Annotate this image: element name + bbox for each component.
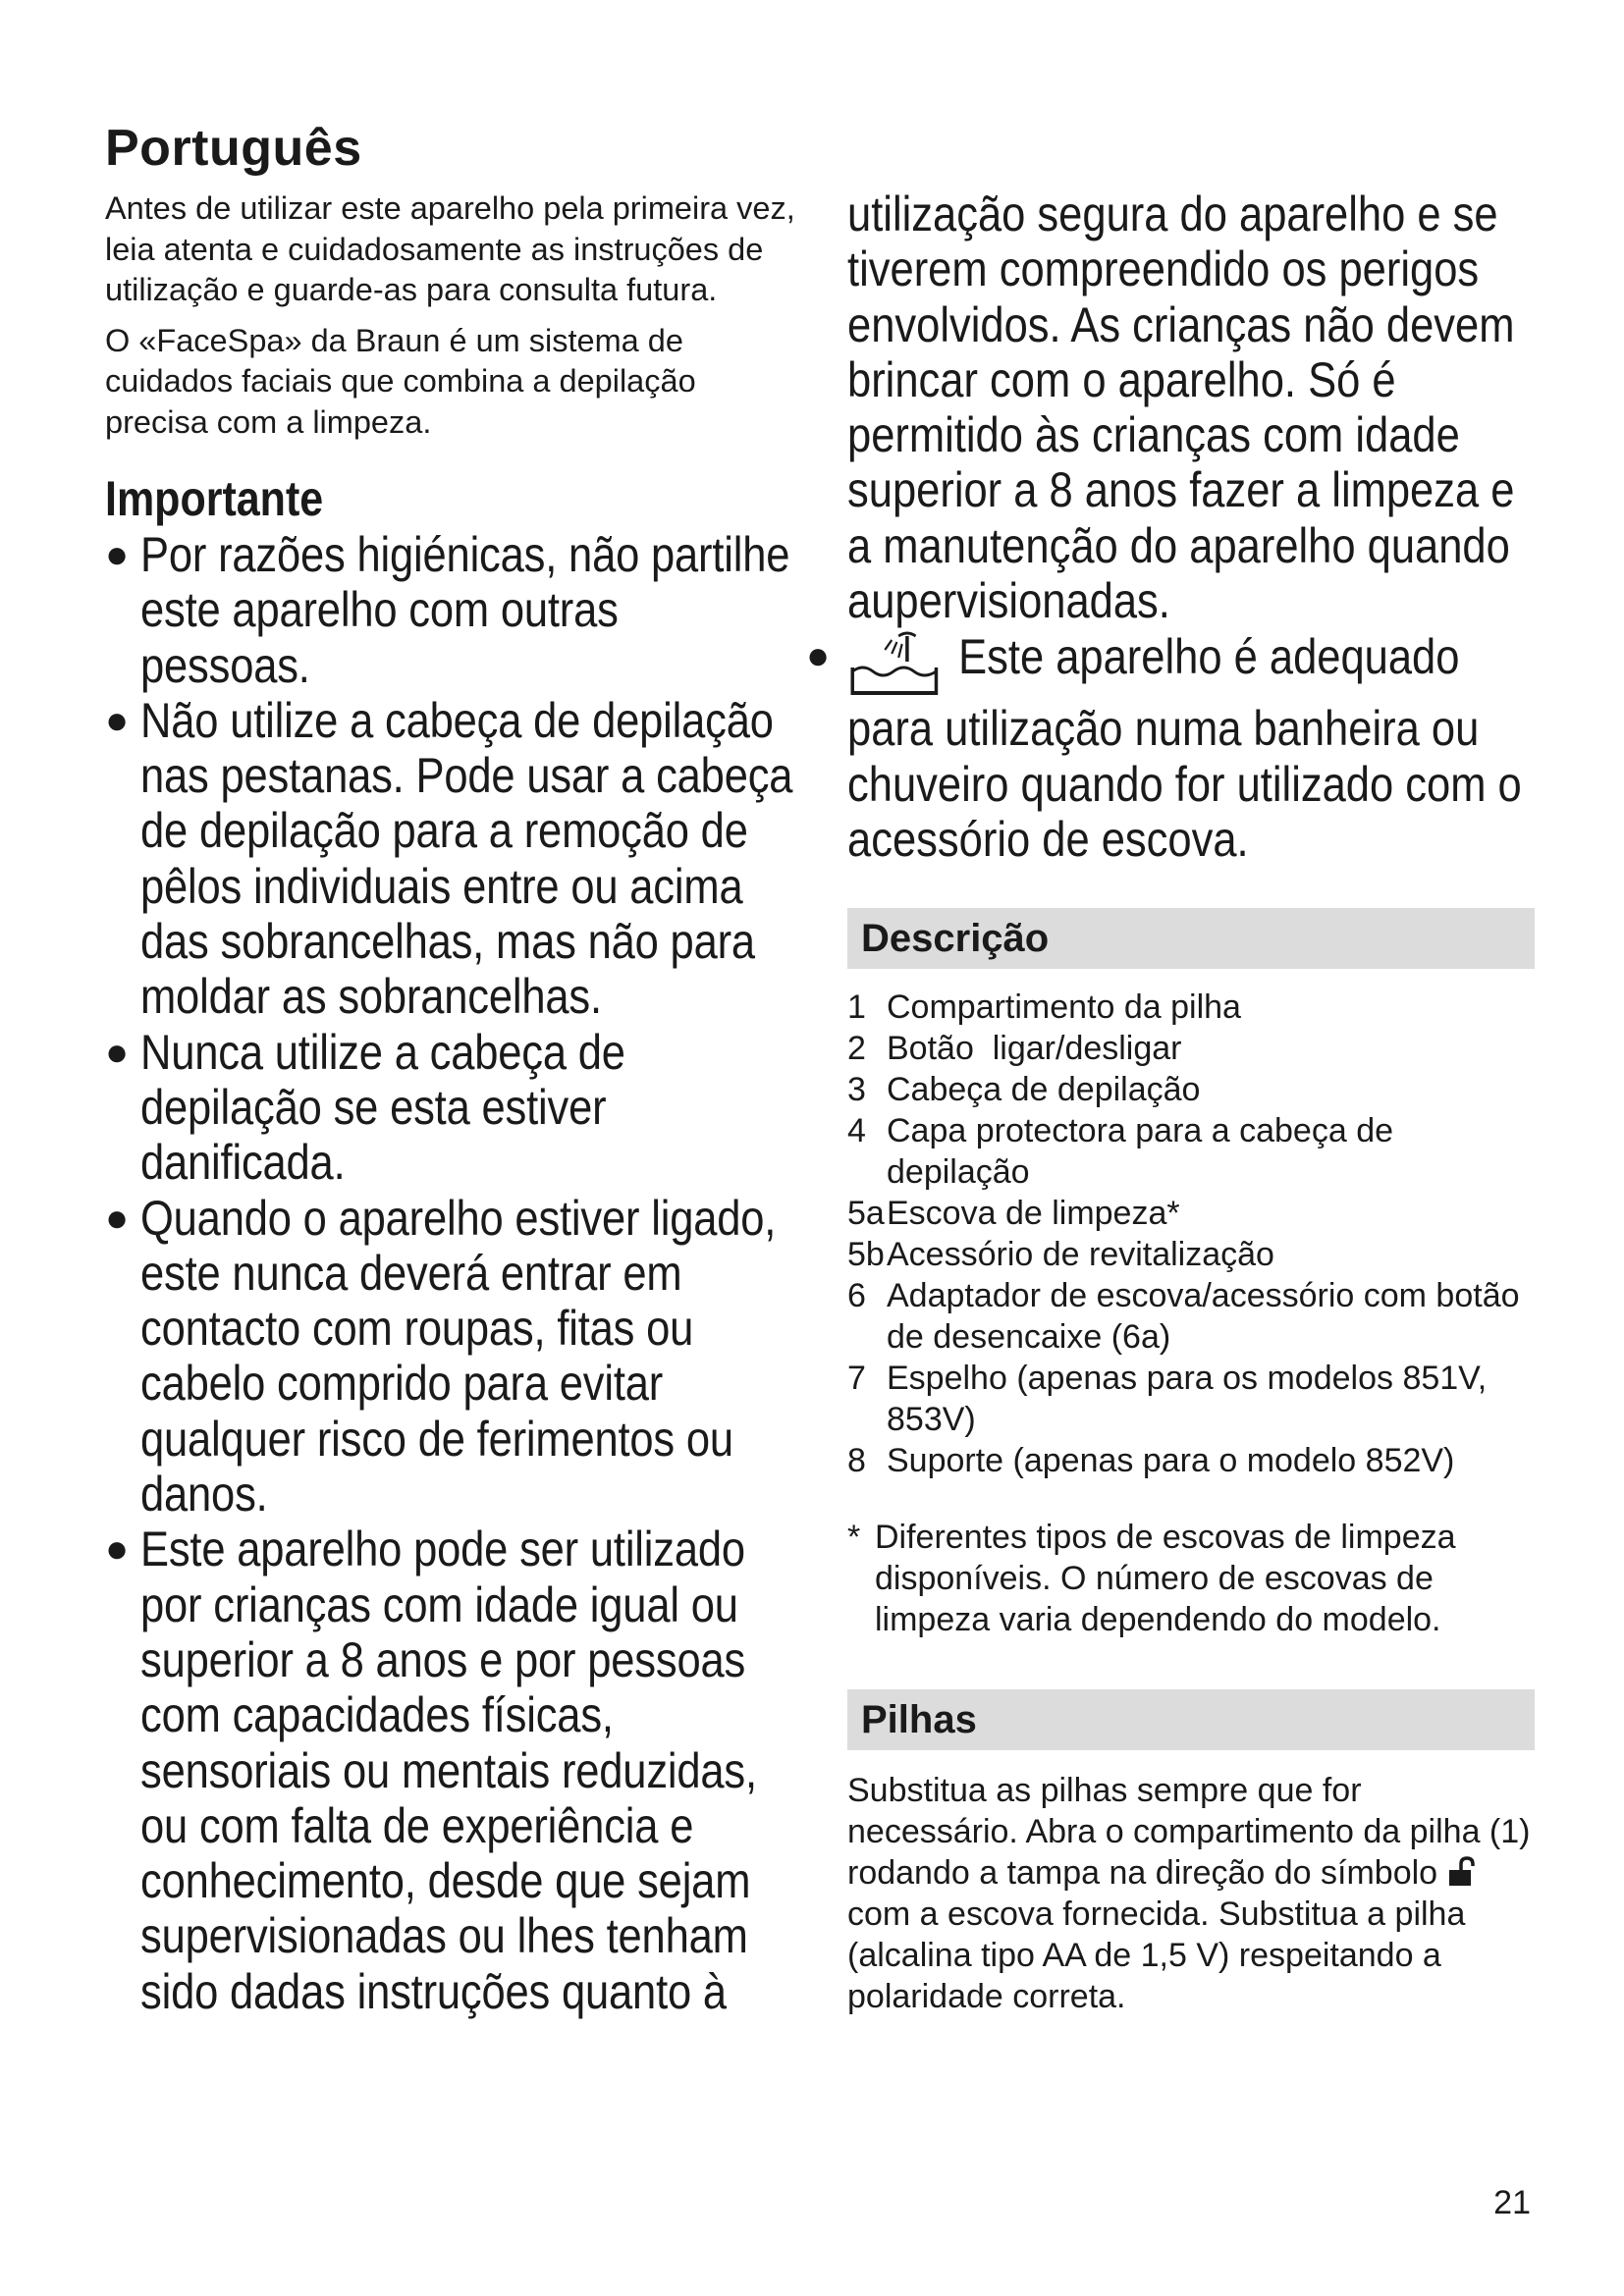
batteries-text-before: Substitua as pilhas sempre que for necessário. Abra o compartimento da pilha (1) rodando a tampa na direção do símbolo	[847, 1772, 1531, 1893]
item-text: Capa protectora para a cabeça de depilação	[887, 1112, 1394, 1192]
bullet-icon: ●	[105, 533, 129, 576]
continuation-text: utilização segura do aparelho e se tiverem compreendido os perigos envolvidos. As crianças não devem brincar com o aparelho. Só é permitido às crianças com idade superior a 8 anos fazer a limpeza e a manutenção do aparelho quando aupervisionadas.	[847, 187, 1515, 629]
description-item	[847, 1069, 1535, 1110]
page-number: 21	[1493, 2184, 1531, 2221]
intro-paragraph-1: Antes de utilizar este aparelho pela primeira vez, leia atenta e cuidadosamente as instruções de utilização e guarde-as para consulta futura.	[105, 190, 795, 307]
item-text: Compartimento da pilha	[887, 988, 1241, 1027]
item-number: 7	[847, 1360, 866, 1398]
important-item-text: Quando o aparelho estiver ligado, este nunca deverá entrar em contacto com roupas, fitas ou cabelo comprido para evitar qualquer risco de ferimentos ou danos.	[140, 1190, 777, 1522]
description-heading: Descrição	[847, 908, 1535, 969]
item-number: 3	[847, 1071, 866, 1109]
important-list	[105, 527, 797, 2019]
unlock-icon	[1447, 1856, 1477, 1888]
important-item-text: Este aparelho pode ser utilizado por crianças com idade igual ou superior a 8 anos e por pessoas com capacidades físicas, sensoriais ou mentais reduzidas, ou com falta de experiência e conhecimento, desde que sejam supervisionadas ou lhes tenham sido dadas instruções quanto à	[140, 1522, 757, 2019]
bullet-icon: ●	[105, 698, 129, 742]
item-text: Escova de limpeza*	[887, 1195, 1180, 1233]
item-text: Cabeça de depilação	[887, 1071, 1201, 1109]
batteries-text-after: com a escova fornecida. Substitua a pilha (alcalina tipo AA de 1,5 V) respeitando a polaridade correta.	[847, 1896, 1466, 2016]
item-text: Adaptador de escova/acessório com botão de desencaixe (6a)	[887, 1277, 1520, 1357]
page-title: Português	[105, 120, 362, 177]
bath-shower-icon	[847, 628, 949, 701]
intro-paragraph-2: O «FaceSpa» da Braun é um sistema de cuidados faciais que combina a depilação precisa com a limpeza.	[105, 322, 696, 440]
right-column	[806, 187, 1535, 2017]
left-column	[105, 118, 797, 2019]
description-item	[847, 1275, 1535, 1358]
item-number: 2	[847, 1030, 866, 1068]
bullet-icon: ●	[806, 634, 831, 678]
bullet-icon: ●	[105, 1527, 129, 1572]
important-continuation	[847, 187, 1535, 628]
important-item	[105, 527, 797, 693]
footnote-mark: *	[847, 1519, 861, 1557]
bath-safe-item	[806, 628, 1535, 867]
footnote	[847, 1517, 1535, 1640]
description-item	[847, 1234, 1535, 1275]
important-item-text: Por razões higiénicas, não partilhe este aparelho com outras pessoas.	[140, 527, 790, 693]
item-number: 5a	[847, 1195, 885, 1233]
bath-item-text: Este aparelho é adequado para utilização numa banheira ou chuveiro quando for utilizado com o acessório de escova.	[847, 629, 1522, 867]
item-number: 5b	[847, 1236, 885, 1274]
bullet-icon: ●	[105, 1196, 129, 1240]
description-item	[847, 987, 1535, 1028]
item-number: 1	[847, 988, 866, 1027]
description-item	[847, 1440, 1535, 1481]
intro	[105, 188, 797, 443]
item-text: Espelho (apenas para os modelos 851V, 853V)	[887, 1360, 1488, 1439]
description-item	[847, 1358, 1535, 1440]
important-item	[105, 1191, 797, 1522]
important-item	[105, 1522, 797, 2019]
footnote-text: Diferentes tipos de escovas de limpeza disponíveis. O número de escovas de limpeza varia dependendo do modelo.	[875, 1519, 1456, 1639]
important-item	[105, 1025, 797, 1191]
important-heading: Importante	[105, 471, 324, 526]
item-text: Acessório de revitalização	[887, 1236, 1274, 1274]
batteries-paragraph	[847, 1770, 1535, 2017]
item-number: 8	[847, 1442, 866, 1480]
item-text: Suporte (apenas para o modelo 852V)	[887, 1442, 1455, 1480]
bath-item-line	[847, 628, 1535, 867]
item-number: 6	[847, 1277, 866, 1315]
description-item	[847, 1193, 1535, 1234]
important-item-text: Nunca utilize a cabeça de depilação se esta estiver danificada.	[140, 1024, 625, 1191]
item-text: Botão ligar/desligar	[887, 1030, 1182, 1068]
important-item-text: Não utilize a cabeça de depilação nas pestanas. Pode usar a cabeça de depilação para a remoção de pêlos individuais entre ou acima das sobrancelhas, mas não para moldar as sobrancelhas.	[140, 692, 793, 1025]
batteries-heading: Pilhas	[847, 1689, 1535, 1750]
description-item	[847, 1028, 1535, 1069]
description-list	[847, 987, 1535, 1481]
bullet-icon: ●	[105, 1030, 129, 1074]
item-number: 4	[847, 1112, 866, 1150]
description-item	[847, 1110, 1535, 1193]
important-item	[105, 693, 797, 1025]
